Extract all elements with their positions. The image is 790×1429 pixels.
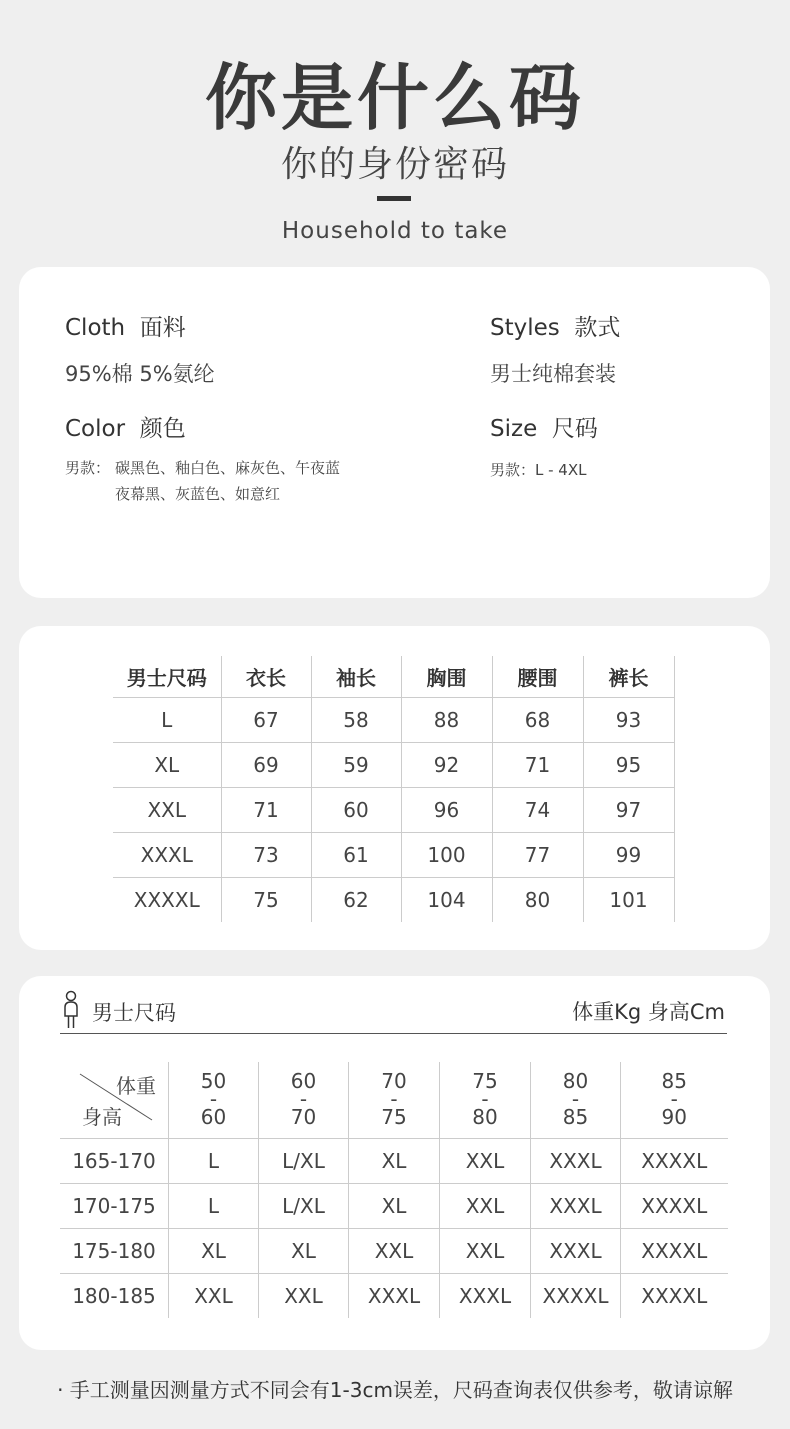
weight-header-cell: 75 - 80 xyxy=(440,1062,531,1139)
styles-label-cn: 款式 xyxy=(574,315,621,341)
header-cell: 胸围 xyxy=(401,656,492,698)
size-cell: XXXL xyxy=(531,1139,621,1184)
table-cell: 59 xyxy=(311,743,401,788)
table-cell: XXXXL xyxy=(113,878,221,923)
page-subtitle: 你的身份密码 xyxy=(280,144,509,185)
table-row xyxy=(113,698,674,743)
table-cell: 60 xyxy=(311,788,401,833)
table-cell: 62 xyxy=(311,878,401,923)
table-cell: L xyxy=(113,698,221,743)
fit-guide-units: 体重Kg 身高Cm xyxy=(572,1000,725,1024)
table-cell: 88 xyxy=(401,698,492,743)
height-cell: 170-175 xyxy=(60,1184,169,1229)
size-cell: XXL xyxy=(440,1184,531,1229)
size-cell: XXXL xyxy=(531,1184,621,1229)
size-cell: XXXL xyxy=(349,1274,440,1319)
person-icon xyxy=(62,990,80,1030)
styles-label: Styles 款式 xyxy=(490,315,621,341)
corner-height-label: 身高 xyxy=(82,1105,122,1129)
size-cell: XXL xyxy=(169,1274,259,1319)
size-cell: XXXXL xyxy=(641,1284,708,1308)
english-caption: Household to take xyxy=(281,218,509,244)
size-cell: XXL xyxy=(349,1229,440,1274)
size-label: Size 尺码 xyxy=(490,416,598,442)
table-row xyxy=(113,878,674,923)
fit-guide-header xyxy=(60,988,727,1034)
header-cell: 衣长 xyxy=(221,656,311,698)
size-cell: XXXXL xyxy=(621,1139,728,1184)
table-row xyxy=(60,1274,728,1319)
table-cell: 101 xyxy=(583,878,674,923)
weight-header-cell: 70 - 75 xyxy=(349,1062,440,1139)
table-cell: 75 xyxy=(221,878,311,923)
size-chart-table xyxy=(113,656,675,922)
table-cell: 73 xyxy=(221,833,311,878)
header-cell: 腰围 xyxy=(492,656,583,698)
size-cell: L/XL xyxy=(259,1139,349,1184)
table-cell: 71 xyxy=(221,788,311,833)
fit-guide-title: 男士尺码 xyxy=(92,1001,176,1025)
size-cell: XL xyxy=(169,1229,259,1274)
table-cell: 61 xyxy=(311,833,401,878)
table-cell: XL xyxy=(113,743,221,788)
size-cell: XXXXL xyxy=(531,1274,621,1319)
size-cell: L xyxy=(169,1184,259,1229)
size-cell: XL xyxy=(349,1184,440,1229)
size-cell: XXL xyxy=(440,1229,531,1274)
fit-guide-header-row xyxy=(60,1062,728,1139)
cloth-value: 95%棉 5%氨纶 xyxy=(65,362,215,386)
table-cell: 77 xyxy=(492,833,583,878)
table-cell: 97 xyxy=(583,788,674,833)
table-row xyxy=(60,1139,728,1184)
table-cell: 74 xyxy=(492,788,583,833)
header-cell: 裤长 xyxy=(583,656,674,698)
color-label: Color 颜色 xyxy=(65,416,186,442)
size-cell: XL xyxy=(259,1229,349,1274)
corner-cell xyxy=(60,1062,169,1139)
size-cell: XXXXL xyxy=(621,1184,728,1229)
fit-guide-table xyxy=(60,1062,728,1318)
size-label-cn: 尺码 xyxy=(551,416,598,442)
size-cell: L/XL xyxy=(259,1184,349,1229)
size-cell: XXXL xyxy=(531,1229,621,1274)
height-cell: 165-170 xyxy=(60,1139,169,1184)
table-cell: 104 xyxy=(401,878,492,923)
weight-header-cell: 80 - 85 xyxy=(531,1062,621,1139)
table-row xyxy=(113,743,674,788)
size-cell: XL xyxy=(349,1139,440,1184)
table-row xyxy=(113,833,674,878)
cloth-label: Cloth 面料 xyxy=(65,315,186,341)
table-cell: 80 xyxy=(492,878,583,923)
color-label-cn: 颜色 xyxy=(139,416,186,442)
table-cell: 71 xyxy=(492,743,583,788)
color-values-line1: 碳黑色、釉白色、麻灰色、午夜蓝 xyxy=(115,459,341,477)
table-row xyxy=(113,788,674,833)
color-prefix: 男款： xyxy=(65,459,111,477)
table-cell: XXL xyxy=(113,788,221,833)
size-chart-header-row xyxy=(113,656,674,698)
size-cell: XXL xyxy=(440,1139,531,1184)
fit-guide-card xyxy=(19,976,770,1350)
size-cell: XXXL xyxy=(440,1274,531,1319)
table-cell: 93 xyxy=(583,698,674,743)
weight-header-cell: 85 - 90 xyxy=(621,1062,728,1139)
size-cell: L xyxy=(169,1139,259,1184)
size-cell: XXL xyxy=(259,1274,349,1319)
header-cell: 袖长 xyxy=(311,656,401,698)
cloth-label-cn: 面料 xyxy=(139,315,186,341)
table-cell: XXXL xyxy=(113,833,221,878)
header-cell: 男士尺码 xyxy=(113,656,221,698)
table-cell: 69 xyxy=(221,743,311,788)
table-cell: 67 xyxy=(221,698,311,743)
page-title: 你是什么码 xyxy=(204,56,585,140)
weight-header-cell: 50 - 60 xyxy=(169,1062,259,1139)
height-cell: 180-185 xyxy=(60,1274,169,1319)
table-cell: 99 xyxy=(583,833,674,878)
size-cell: XXXXL xyxy=(621,1229,728,1274)
size-value: 男款：L - 4XL xyxy=(490,461,587,479)
measurement-note: · 手工测量因测量方式不同会有1-3cm误差，尺码查询表仅供参考，敬请谅解 xyxy=(57,1378,733,1402)
weight-header-cell: 60 - 70 xyxy=(259,1062,349,1139)
color-values-line2: 夜幕黑、灰蓝色、如意红 xyxy=(115,485,281,503)
divider-dash xyxy=(377,196,411,201)
table-row xyxy=(60,1229,728,1274)
table-cell: 100 xyxy=(401,833,492,878)
table-row xyxy=(60,1184,728,1229)
height-cell: 175-180 xyxy=(60,1229,169,1274)
table-cell: 96 xyxy=(401,788,492,833)
table-cell: 58 xyxy=(311,698,401,743)
size-chart-card xyxy=(19,626,770,950)
product-info-card xyxy=(19,267,770,598)
table-cell: 68 xyxy=(492,698,583,743)
styles-value: 男士纯棉套装 xyxy=(490,362,616,386)
table-cell: 95 xyxy=(583,743,674,788)
corner-weight-label: 体重 xyxy=(116,1074,156,1098)
table-cell: 92 xyxy=(401,743,492,788)
